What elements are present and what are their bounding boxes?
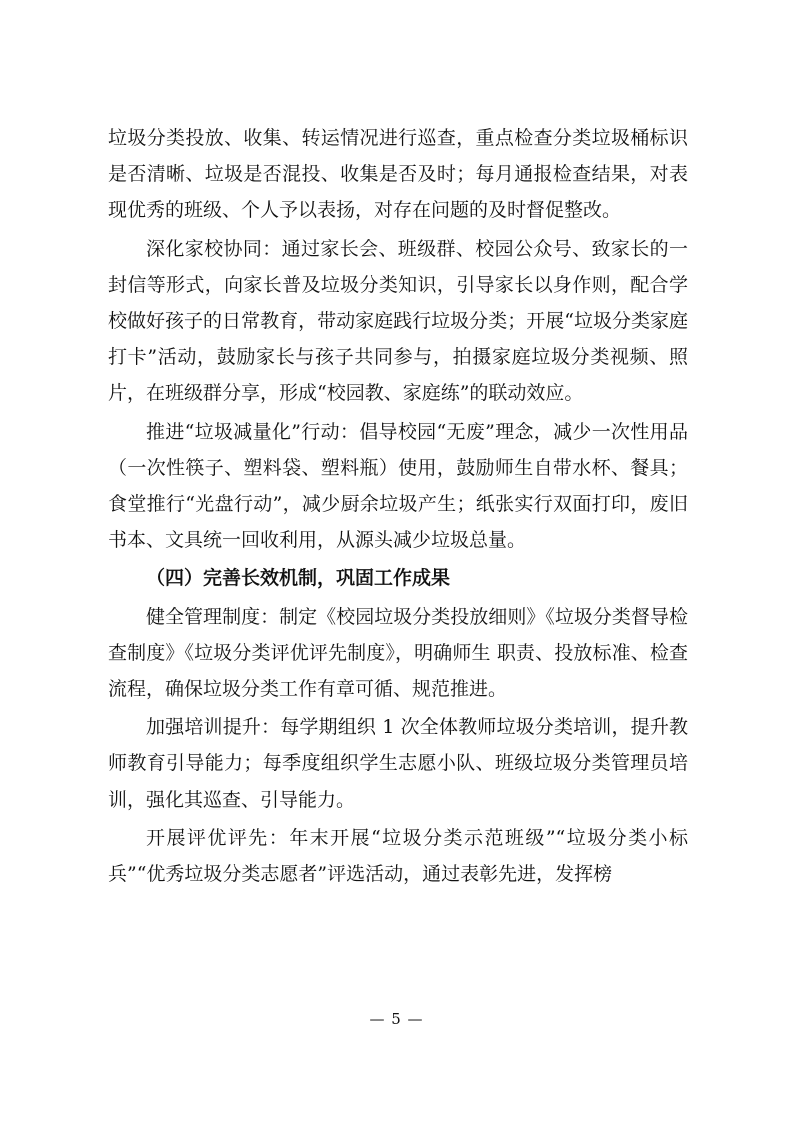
section-heading-long-term-mechanism: （四）完善长效机制，巩固工作成果	[146, 567, 451, 590]
paragraph-waste-reduction: 推进“垃圾减量化”行动：倡导校园“无废”理念，减少一次性用品（一次性筷子、塑料袋、塑料瓶）使用，鼓励师生自带水杯、餐具；食堂推行“光盘行动”，减少厨余垃圾产生；纸张实行双面打印，废旧书本、文具统一回收利用，从源头减少垃圾总量。	[108, 420, 688, 552]
paragraph-training: 加强培训提升：每学期组织 1 次全体教师垃圾分类培训，提升教师教育引导能力；每季度组织学生志愿小队、班级垃圾分类管理员培训，强化其巡查、引导能力。	[108, 716, 688, 811]
paragraph-inspection-continued: 垃圾分类投放、收集、转运情况进行巡查，重点检查分类垃圾桶标识是否清晰、垃圾是否混投、收集是否及时；每月通报检查结果，对表现优秀的班级、个人予以表扬，对存在问题的及时督促整改。	[108, 127, 688, 222]
paragraph-awards: 开展评优评先：年末开展“垃圾分类示范班级”“垃圾分类小标兵”“优秀垃圾分类志愿者”评选活动，通过表彰先进，发挥榜	[108, 826, 688, 886]
document-body	[108, 120, 688, 892]
paragraph-home-school-collaboration: 深化家校协同：通过家长会、班级群、校园公众号、致家长的一封信等形式，向家长普及垃圾分类知识，引导家长以身作则，配合学校做好孩子的日常教育，带动家庭践行垃圾分类；开展“垃圾分类家庭打卡”活动，鼓励家长与孩子共同参与，拍摄家庭垃圾分类视频、照片，在班级群分享，形成“校园教、家庭练”的联动效应。	[108, 237, 688, 405]
paragraph-management-system: 健全管理制度：制定《校园垃圾分类投放细则》《垃圾分类督导检查制度》《垃圾分类评优评先制度》，明确师生 职责、投放标准、检查流程，确保垃圾分类工作有章可循、规范推进。	[108, 605, 688, 701]
page-number: — 5 —	[369, 1010, 424, 1028]
